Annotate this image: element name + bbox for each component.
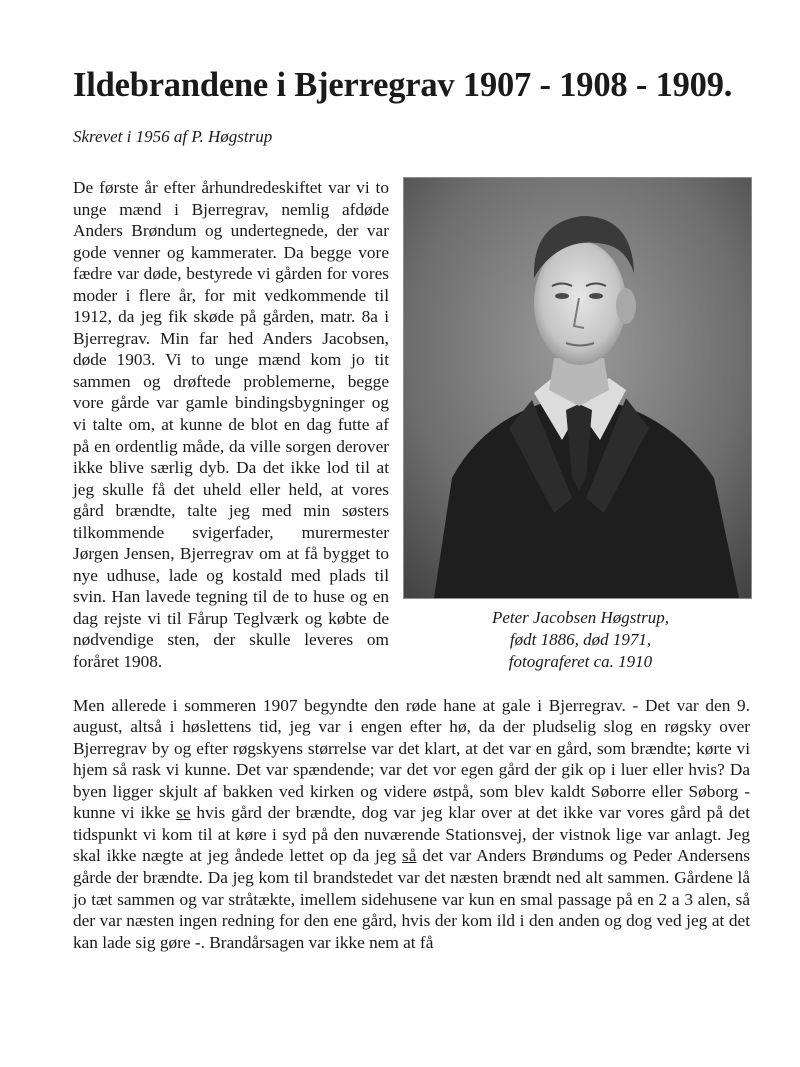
- article-title: Ildebrandene i Bjerregrav 1907 - 1908 - 1909.: [73, 66, 733, 104]
- photo-figure: [403, 177, 750, 671]
- article-byline: Skrevet i 1956 af P. Høgstrup: [73, 127, 273, 146]
- caption-line-1: Peter Jacobsen Høgstrup,: [491, 608, 670, 627]
- paragraph-2: [73, 695, 750, 954]
- paragraph-2-part-2: hvis gård der brændte, dog var jeg klar over at det ikke var vores gård på det tidspunkt vi kom til at køre i syd på den nuværende Stationsvej, der vistnok lige var anlagt. Jeg skal ikke nægte at jeg åndede lettet op da jeg: [73, 803, 751, 866]
- paragraph-2-part-3: det var Anders Brøndums og Peder Andersens gårde der brændte. Da jeg kom til brandstedet var det næsten brændt ned alt sammen. Gårdene lå jo tæt sammen og var stråtækte, imellem sidehusene var kun en smal passage på en 2 a 3 alen, så der var næsten ingen redning for den ene gård, hvis der kom ild i den anden og dog ved jeg at det kan lade sig gøre -. Brandårsagen var ikke nem at få: [73, 846, 750, 952]
- portrait-photo: [403, 177, 752, 599]
- caption-line-3: fotograferet ca. 1910: [508, 652, 653, 671]
- photo-caption: [403, 607, 750, 673]
- caption-line-2: født 1886, død 1971,: [509, 630, 652, 649]
- paragraph-1: De første år efter århundredeskiftet var vi to unge mænd i Bjerregrav, nemlig afdøde Anders Brøndum og undertegnede, der var gode venner og kammerater. Da begge vore fædre var døde, bestyrede vi gården for vores moder i flere år, for mit vedkommende til 1912, da jeg fik skøde på gården, matr. 8a i Bjerregrav. Min far hed Anders Jacobsen, døde 1903. Vi to unge mænd kom jo tit sammen og drøftede problemerne, begge vore gårde var gamle bindingsbygninger og vi talte om, at kunne de blot en dag futte af på en ordentlig måde, da ville sorgen derover ikke blive særlig dyb. Da det ikke lod til at jeg skulle få det uheld eller held, at vores gård brændte, talte jeg med min søsters tilkommende svigerfader, murermester Jørgen Jensen, Bjerregrav om at få bygget to nye udhuse, lade og kostald med plads til svin. Han lavede tegning til de to huse og en dag rejste vi til Fårup Teglværk og købte de nødvendige sten, der skulle leveres om foråret 1908.: [73, 178, 389, 672]
- underlined-word-saa: så: [401, 846, 417, 866]
- paragraph-2-part-1: Men allerede i sommeren 1907 begyndte den røde hane at gale i Bjerregrav. - Det var den 9. august, altså i høslettens tid, jeg var i engen efter hø, da der pludselig slog en røgsky over Bjerregrav by og efter røgskyens størrelse var det klart, at det var en gård, som brændte; kørte vi hjem så rask vi kunne. Det var spændende; var det vor egen gård der gik op i luer eller hvis? Da byen ligger skjult af bakken ved kirken og videre østpå, som blev kaldt Søborre eller Søborg - kunne vi ikke: [73, 695, 750, 823]
- article-body: [73, 177, 750, 953]
- underlined-word-se: se: [176, 803, 191, 823]
